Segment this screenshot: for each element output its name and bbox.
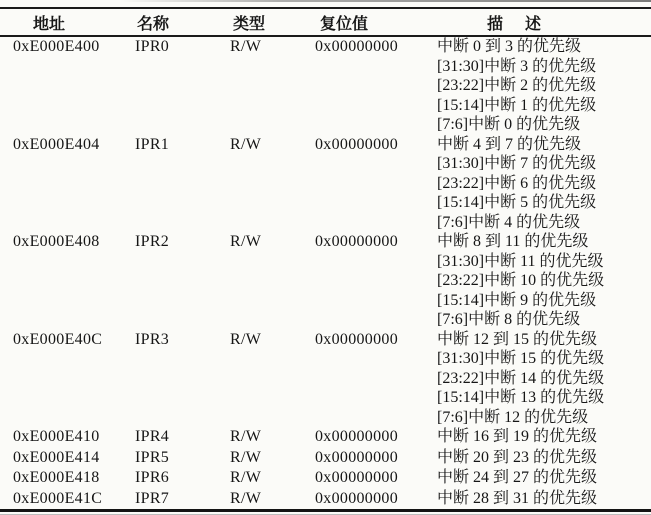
register-name: IPR3 <box>135 330 170 348</box>
table-bottom-rule <box>0 509 651 512</box>
header-name: 名称 <box>137 15 170 33</box>
table-row-ipr3 <box>0 330 651 428</box>
register-address: 0xE000E40C <box>13 330 103 348</box>
register-type: R/W <box>230 489 262 507</box>
description-line: 中断 24 到 27 的优先级 <box>437 469 598 486</box>
table-row-ipr1 <box>0 135 651 233</box>
description-line: [15:14]中断 9 的优先级 <box>437 291 597 309</box>
register-reset-value: 0x00000000 <box>315 448 398 466</box>
table-header-row <box>0 9 651 37</box>
description-line: [7:6]中断 4 的优先级 <box>437 213 581 231</box>
description-line: [7:6]中断 8 的优先级 <box>437 311 581 328</box>
register-type: R/W <box>230 448 262 466</box>
description-line: [15:14]中断 5 的优先级 <box>437 194 597 211</box>
register-address: 0xE000E400 <box>13 38 100 55</box>
table-row-ipr4 <box>0 427 651 448</box>
description-line: 中断 20 到 23 的优先级 <box>437 448 598 466</box>
table-row-ipr7 <box>0 489 651 510</box>
register-description <box>437 37 651 135</box>
register-address: 0xE000E41C <box>13 489 103 507</box>
description-line: 中断 28 到 31 的优先级 <box>437 489 598 507</box>
table-row-ipr2 <box>0 232 651 330</box>
description-line: [15:14]中断 1 的优先级 <box>437 96 597 114</box>
description-line: [23:22]中断 10 的优先级 <box>437 272 605 289</box>
register-reset-value: 0x00000000 <box>315 233 398 250</box>
description-line: [23:22]中断 2 的优先级 <box>437 77 597 94</box>
register-name: IPR1 <box>135 135 170 153</box>
description-line: 中断 4 到 7 的优先级 <box>437 135 582 153</box>
register-reset-value: 0x00000000 <box>315 489 398 507</box>
table-row-ipr0 <box>0 37 651 135</box>
header-reset-value: 复位值 <box>320 15 369 33</box>
description-line: [31:30]中断 11 的优先级 <box>437 252 604 270</box>
table-body <box>0 37 651 509</box>
header-description: 描 述 <box>487 15 545 33</box>
description-line: 中断 16 到 19 的优先级 <box>437 428 598 445</box>
description-line: [23:22]中断 6 的优先级 <box>437 174 597 192</box>
register-address: 0xE000E404 <box>13 135 100 153</box>
register-address: 0xE000E418 <box>13 469 100 486</box>
register-description <box>437 135 651 233</box>
description-line: 中断 12 到 15 的优先级 <box>437 330 598 348</box>
description-line: 中断 8 到 11 的优先级 <box>437 233 589 250</box>
description-line: [31:30]中断 7 的优先级 <box>437 155 597 172</box>
register-reset-value: 0x00000000 <box>315 38 398 55</box>
register-reset-value: 0x00000000 <box>315 330 398 348</box>
register-name: IPR7 <box>135 489 170 507</box>
register-table <box>0 7 651 515</box>
register-description <box>437 330 651 428</box>
register-description <box>437 448 651 469</box>
description-line: [15:14]中断 13 的优先级 <box>437 389 605 406</box>
register-type: R/W <box>230 330 262 348</box>
register-reset-value: 0x00000000 <box>315 428 398 445</box>
register-type: R/W <box>230 469 262 486</box>
description-line: 中断 0 到 3 的优先级 <box>437 38 582 55</box>
scan-artifact <box>120 0 651 2</box>
register-description <box>437 489 651 510</box>
table-row-ipr5 <box>0 448 651 469</box>
register-name: IPR5 <box>135 448 170 466</box>
register-name: IPR0 <box>135 38 170 55</box>
register-name: IPR4 <box>135 428 170 445</box>
table-row-ipr6 <box>0 468 651 489</box>
description-line: [7:6]中断 12 的优先级 <box>437 408 589 426</box>
header-type: 类型 <box>233 15 266 33</box>
register-type: R/W <box>230 38 262 55</box>
header-address: 地址 <box>33 15 66 33</box>
register-description <box>437 232 651 330</box>
register-address: 0xE000E408 <box>13 233 100 250</box>
description-line: [7:6]中断 0 的优先级 <box>437 116 581 133</box>
register-name: IPR2 <box>135 233 170 250</box>
register-address: 0xE000E410 <box>13 428 100 445</box>
register-type: R/W <box>230 428 262 445</box>
description-line: [23:22]中断 14 的优先级 <box>437 369 605 387</box>
register-type: R/W <box>230 233 262 250</box>
register-description <box>437 468 651 489</box>
register-type: R/W <box>230 135 262 153</box>
description-line: [31:30]中断 15 的优先级 <box>437 350 605 367</box>
register-reset-value: 0x00000000 <box>315 469 398 486</box>
description-line: [31:30]中断 3 的优先级 <box>437 57 597 75</box>
register-description <box>437 427 651 448</box>
register-reset-value: 0x00000000 <box>315 135 398 153</box>
register-address: 0xE000E414 <box>13 448 100 466</box>
register-name: IPR6 <box>135 469 170 486</box>
